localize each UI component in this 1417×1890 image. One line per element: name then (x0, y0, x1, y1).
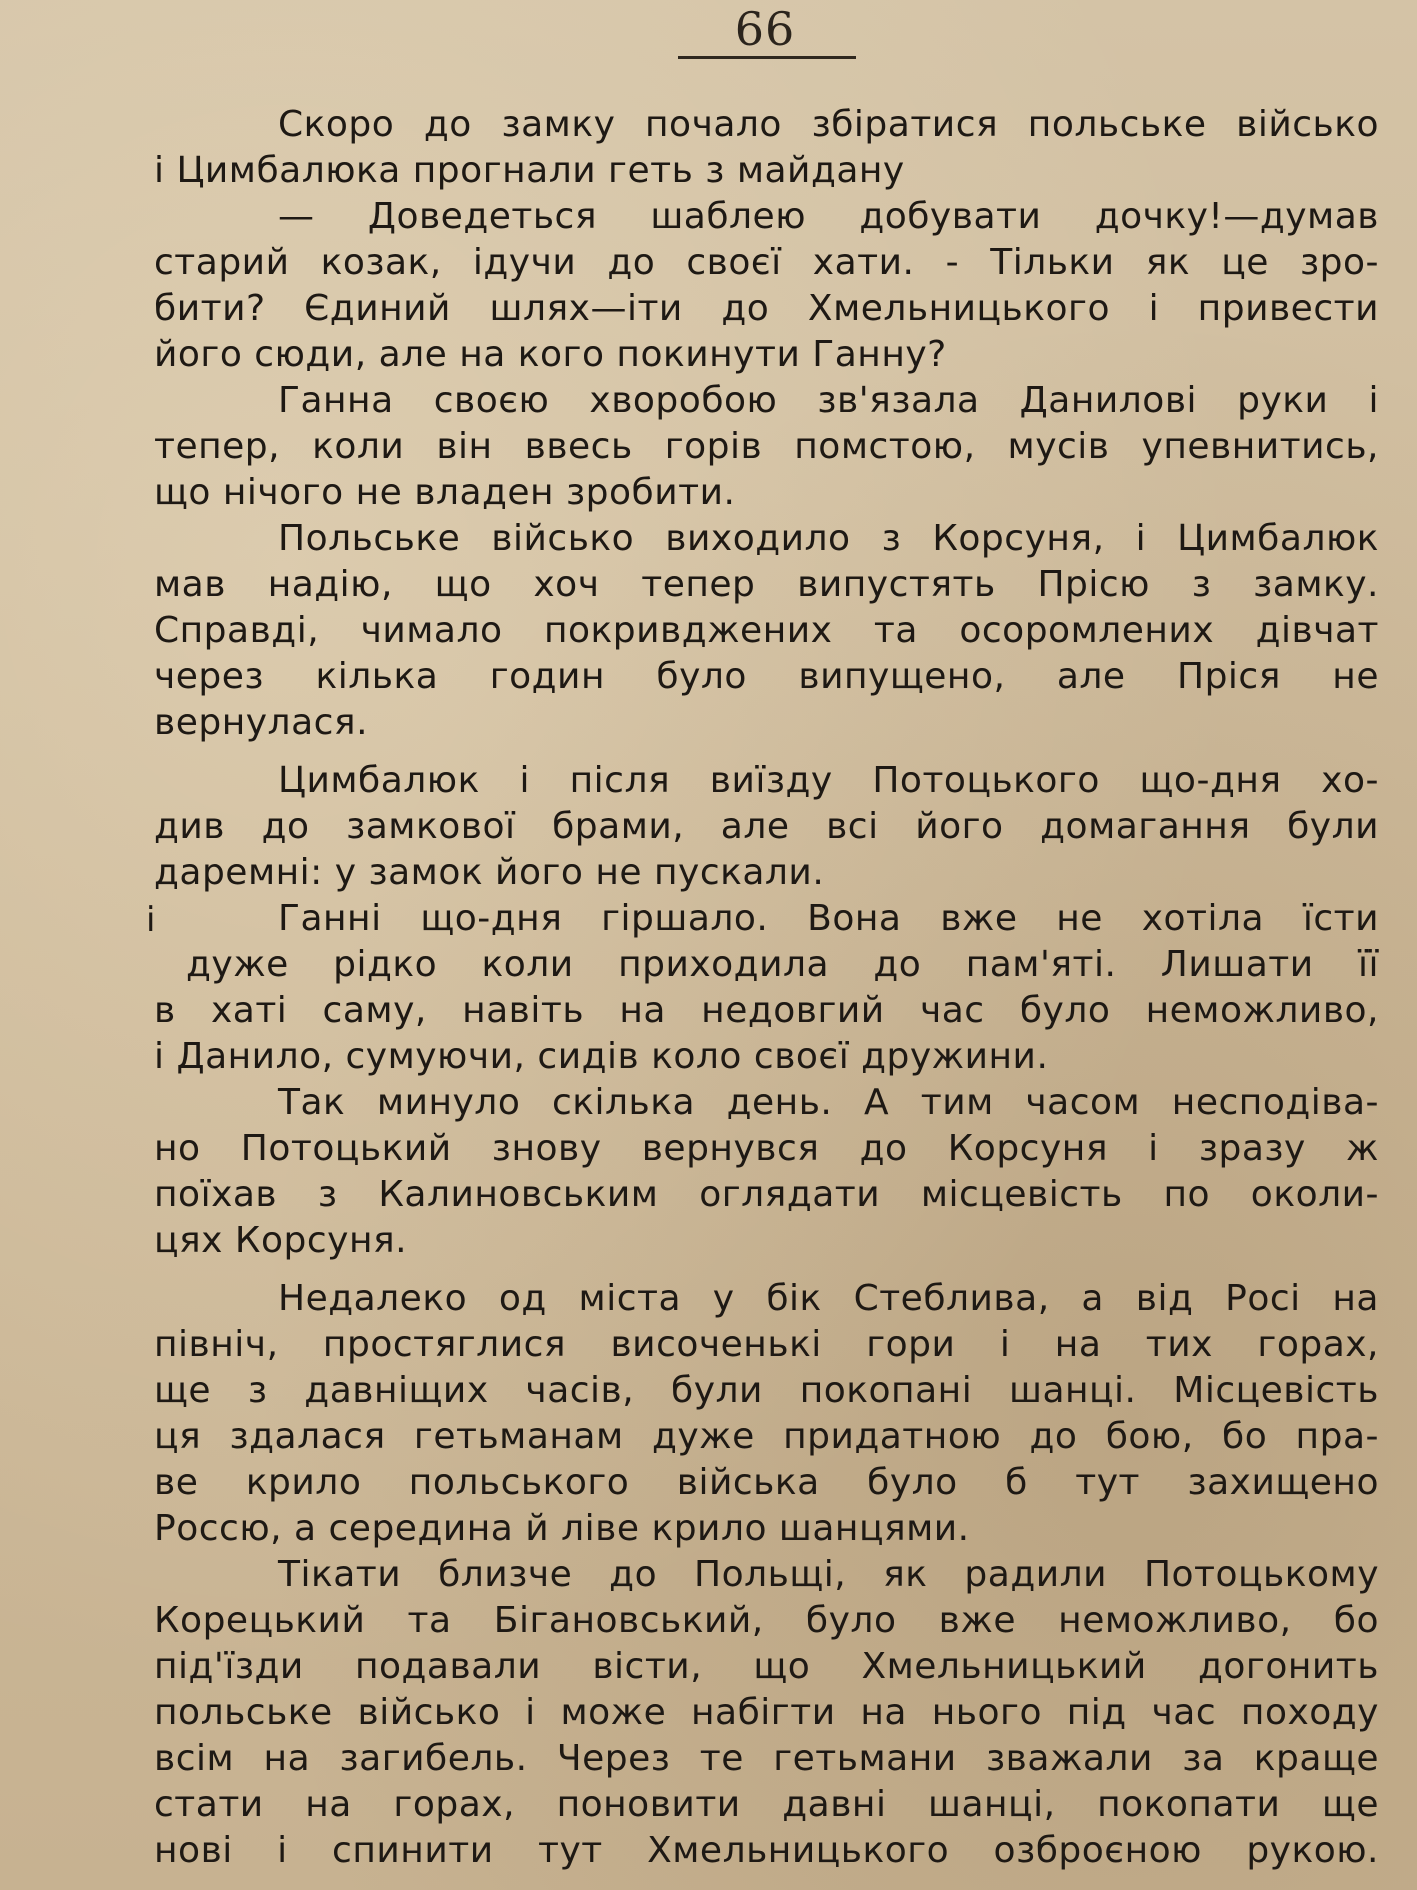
text-line: дуже рідко коли приходила до пам'яті. Лишати її (186, 944, 1379, 985)
text-line: Польське військо виходило з Корсуня, і Цимбалюк (278, 518, 1379, 559)
text-line: Цимбалюк і після виїзду Потоцького що-дня хо- (278, 760, 1379, 801)
header-rule (678, 56, 856, 59)
text-line: Справді, чимало покривджених та осоромлених дівчат (154, 610, 1379, 651)
text-line: північ, простяглися височенькі гори і на тих горах, (154, 1324, 1379, 1365)
text-line: вернулася. (154, 702, 369, 743)
text-line: Корецький та Бігановський, було вже неможливо, бо (154, 1600, 1379, 1641)
text-line: ве крило польського війська було б тут захищено (154, 1462, 1379, 1503)
text-line: поїхав з Калиновським оглядати місцевість по околи- (154, 1174, 1379, 1215)
text-line: і Цимбалюка прогнали геть з майдану (154, 150, 905, 191)
text-line: мав надію, що хоч тепер випустять Прісю з замку. (154, 564, 1379, 605)
text-line: тепер, коли він ввесь горів помстою, мусів упевнитись, (154, 426, 1379, 467)
text-line: Ганні що-дня гіршало. Вона вже не хотіла їсти (278, 898, 1379, 939)
text-line: — Доведеться шаблею добувати дочку!—думав (278, 196, 1379, 237)
text-line: ще з давніщих часів, були покопані шанці. Місцевість (154, 1370, 1379, 1411)
text-line: в хаті саму, навіть на недовгий час було неможливо, (154, 990, 1379, 1031)
text-line: під'їзди подавали вісти, що Хмельницький догонить (154, 1646, 1379, 1687)
text-line: Ганна своєю хворобою зв'язала Данилові руки і (278, 380, 1379, 421)
text-line: ця здалася гетьманам дуже придатною до бою, бо пра- (154, 1416, 1379, 1457)
text-line: бити? Єдиний шлях—іти до Хмельницького і привести (154, 288, 1379, 329)
text-line: старий козак, ідучи до своєї хати. - Тільки як це зро- (154, 242, 1379, 283)
paragraph-gap (154, 1264, 1379, 1276)
body-text (154, 102, 1379, 1874)
page-number: 66 (734, 2, 796, 56)
text-line: даремні: у замок його не пускали. (154, 852, 825, 893)
text-line: Россю, а середина й ліве крило шанцями. (154, 1508, 970, 1549)
text-line: що нічого не владен зробити. (154, 472, 736, 513)
text-line: і Данило, сумуючи, сидів коло своєї дружини. (154, 1036, 1049, 1077)
text-line: його сюди, але на кого покинути Ганну? (154, 334, 947, 375)
text-line: див до замкової брами, але всі його домагання були (154, 806, 1379, 847)
text-line: стати на горах, поновити давні шанці, покопати ще (154, 1784, 1379, 1825)
text-line: всім на загибель. Через те гетьмани зважали за краще (154, 1738, 1379, 1779)
text-line: но Потоцький знову вернувся до Корсуня і зразу ж (154, 1128, 1379, 1169)
text-line: Тікати близче до Польщі, як радили Потоцькому (278, 1554, 1379, 1595)
text-line: Скоро до замку почало збіратися польське військо (278, 104, 1379, 145)
stray-letter: і (146, 900, 156, 940)
text-line: нові і спинити тут Хмельницького озброєною рукою. (154, 1830, 1379, 1871)
paragraph-gap (154, 746, 1379, 758)
text-line: Недалеко од міста у бік Стеблива, а від Росі на (278, 1278, 1379, 1319)
text-line: Так минуло скілька день. А тим часом несподіва- (278, 1082, 1379, 1123)
text-line: цях Корсуня. (154, 1220, 408, 1261)
text-line: польське військо і може набігти на нього під час походу (154, 1692, 1379, 1733)
text-line: через кілька годин було випущено, але Пріся не (154, 656, 1379, 697)
